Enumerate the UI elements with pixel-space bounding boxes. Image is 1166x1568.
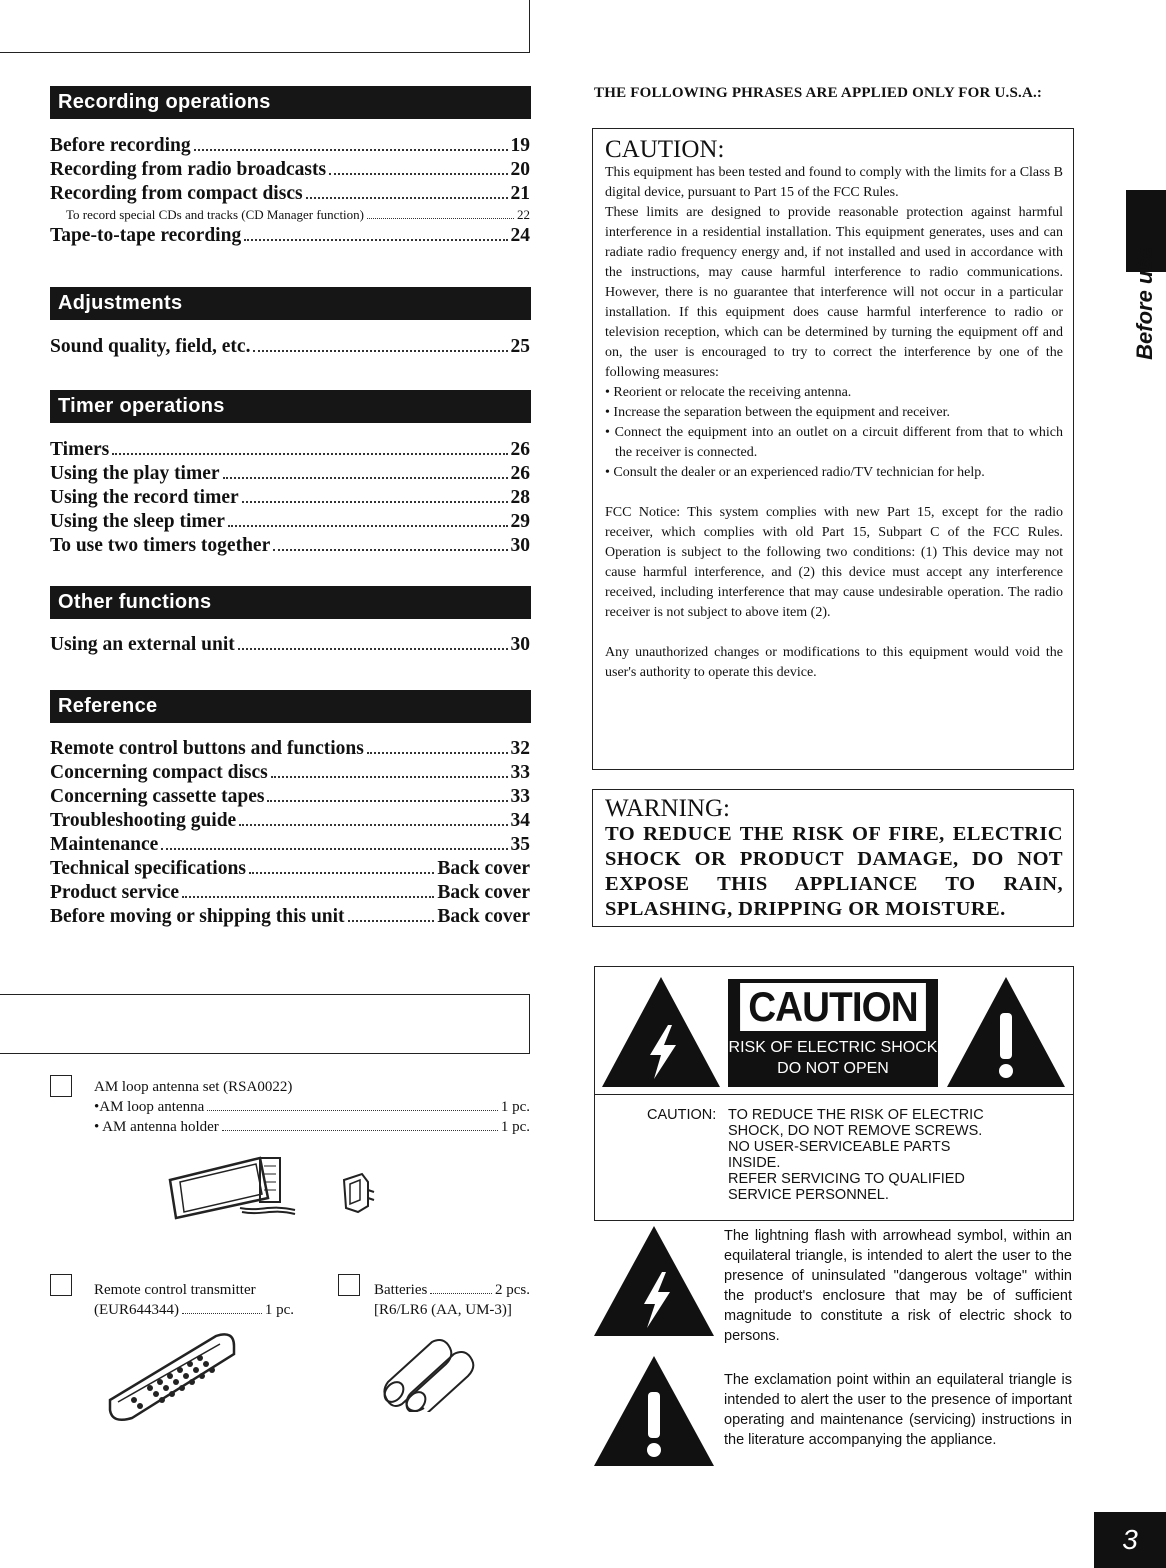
- toc-entry-page: 29: [510, 511, 530, 532]
- toc-entry-page: Back cover: [437, 906, 530, 927]
- toc-entry: [50, 206, 530, 224]
- toc-entry-page: 21: [510, 183, 530, 204]
- batteries-qty: 2 pcs.: [495, 1282, 530, 1298]
- fcc-caution-box: [592, 128, 1074, 770]
- toc-entry: [50, 438, 530, 462]
- toc-entry-title: To record special CDs and tracks (CD Manager function): [66, 207, 364, 222]
- label-line: NO USER-SERVICEABLE PARTS: [728, 1139, 951, 1155]
- exclamation-triangle-icon: [592, 1354, 716, 1468]
- caution-prefix: CAUTION:: [647, 1107, 717, 1123]
- toc-list: [50, 438, 530, 558]
- section-heading: Timer operations: [50, 390, 531, 423]
- toc-entry-page: 35: [510, 834, 530, 855]
- toc-entry: [50, 486, 530, 510]
- lightning-explanation: The lightning flash with arrowhead symbol, within an equilateral triangle, is intended to alert the user to the presence of uninsulated "dangerous voltage" within the product's enclosure that may be of sufficient magnitude to constitute a risk of electric shock to persons.: [724, 1228, 1072, 1344]
- caution-title: CAUTION:: [605, 136, 725, 163]
- toc-entry-page: 22: [517, 207, 530, 222]
- toc-entry-title: Troubleshooting guide: [50, 810, 237, 831]
- dot-leader: [194, 149, 508, 151]
- toc-entry-title: Concerning compact discs: [50, 762, 268, 783]
- toc-entry: [50, 335, 530, 359]
- toc-entry-title: Remote control buttons and functions: [50, 738, 364, 759]
- warning-line: SHOCK OR PRODUCT DAMAGE, DO NOT: [605, 848, 1063, 870]
- dot-leader: [112, 453, 507, 455]
- toc-entry: [50, 633, 530, 657]
- toc-entry-page: Back cover: [437, 858, 530, 879]
- caution-paragraph: These limits are designed to provide reasonable protection against harmful interference in a residential installation. This equipment generates, uses and can radiate radio frequency energy and, if not installed and used in accordance with the instructions, may cause harmful interference to radio communications. However, there is no guarantee that interference will not occur in a particular installation. If this equipment does cause harmful interference to radio or television reception, which can be determined by turning the equipment off and on, the user is encouraged to try to correct the interference by one of the following measures:: [605, 205, 1063, 380]
- label-line: SHOCK, DO NOT REMOVE SCREWS.: [728, 1123, 983, 1139]
- am-holder-qty: 1 pc.: [500, 1119, 530, 1135]
- toc-entry-page: 24: [510, 225, 530, 246]
- caution-paragraph: This equipment has been tested and found to comply with the limits for a Class B digital device, pursuant to Part 15 of the FCC Rules.: [605, 165, 1063, 200]
- toc-entry: [50, 224, 530, 248]
- dot-leader: [267, 800, 507, 802]
- toc-entry: [50, 809, 530, 833]
- dot-leader: [238, 648, 508, 650]
- caution-sign-title: CAUTION: [740, 983, 926, 1031]
- am-loop-qty: 1 pc.: [500, 1099, 530, 1115]
- toc-entry-title: Sound quality, field, etc.: [50, 336, 251, 357]
- toc-list: [50, 737, 530, 929]
- toc-entry-title: Before moving or shipping this unit: [50, 906, 345, 927]
- remote-model: (EUR644344): [94, 1302, 179, 1318]
- lightning-triangle-icon: [598, 973, 724, 1089]
- label-line: REFER SERVICING TO QUALIFIED: [728, 1171, 965, 1187]
- side-label-text: Before use: [1131, 246, 1157, 360]
- toc-entry: [50, 857, 530, 881]
- remote-label: Remote control transmitter: [94, 1282, 256, 1298]
- dot-leader: [244, 239, 507, 241]
- toc-entry-page: 26: [510, 439, 530, 460]
- toc-entry-page: 32: [510, 738, 530, 759]
- section-heading: Reference: [50, 690, 531, 723]
- toc-entry-title: Recording from radio broadcasts: [50, 159, 327, 180]
- remote-qty: 1 pc.: [264, 1302, 294, 1318]
- toc-entry-title: Using the record timer: [50, 487, 239, 508]
- toc-list: [50, 633, 530, 657]
- section-heading: Adjustments: [50, 287, 531, 320]
- toc-entry-title: Before recording: [50, 135, 191, 156]
- toc-entry-page: 25: [510, 336, 530, 357]
- side-label: [1121, 238, 1166, 368]
- toc-entry: [50, 905, 530, 929]
- toc-entry-title: Concerning cassette tapes: [50, 786, 265, 807]
- dot-leader: [223, 477, 508, 479]
- label-line: INSIDE.: [728, 1155, 781, 1171]
- dot-leader: [239, 824, 507, 826]
- am-antenna-item: [94, 1077, 530, 1137]
- caution-bullet: • Increase the separation between the equipment and receiver.: [605, 405, 951, 420]
- remote-control-illustration: [104, 1330, 240, 1424]
- am-holder-label: • AM antenna holder: [94, 1119, 219, 1135]
- batteries-item: [374, 1280, 530, 1320]
- page-number: 3: [1094, 1512, 1166, 1568]
- warning-line: TO REDUCE THE RISK OF FIRE, ELECTRIC: [605, 823, 1063, 845]
- checkbox[interactable]: [338, 1274, 360, 1296]
- toc-entry-title: Tape-to-tape recording: [50, 225, 242, 246]
- toc-entry-page: 33: [510, 786, 530, 807]
- caution-sign-line: DO NOT OPEN: [777, 1060, 889, 1077]
- toc-entry: [50, 534, 530, 558]
- toc-entry-page: 19: [510, 135, 530, 156]
- dot-leader: [367, 752, 508, 754]
- batteries-type: [R6/LR6 (AA, UM-3)]: [374, 1302, 512, 1318]
- toc-entry-title: Using an external unit: [50, 634, 235, 655]
- remote-item: [94, 1280, 294, 1320]
- toc-entry-page: 20: [510, 159, 530, 180]
- dot-leader: [228, 525, 508, 527]
- toc-entry-title: Technical specifications: [50, 858, 246, 879]
- toc-entry-title: Product service: [50, 882, 180, 903]
- am-antenna-title: AM loop antenna set (RSA0022): [94, 1079, 293, 1095]
- batteries-label: Batteries: [374, 1282, 428, 1298]
- dot-leader: [249, 872, 434, 874]
- toc-entry-title: To use two timers together: [50, 535, 271, 556]
- toc-entry-page: 34: [510, 810, 530, 831]
- top-header-frame: [0, 0, 530, 53]
- exclamation-explanation: The exclamation point within an equilateral triangle is intended to alert the user to the presence of important operating and maintenance (servicing) instructions in the literature accompanying the appliance.: [724, 1372, 1072, 1448]
- toc-entry: [50, 134, 530, 158]
- toc-entry: [50, 182, 530, 206]
- warning-title: WARNING:: [605, 795, 730, 822]
- section-heading: Other functions: [50, 586, 531, 619]
- caution-bullet: • Reorient or relocate the receiving antenna.: [605, 385, 852, 400]
- dot-leader: [253, 350, 507, 352]
- toc-entry-title: Maintenance: [50, 834, 159, 855]
- changes-notice: Any unauthorized changes or modifications to this equipment would void the user's authority to operate this device.: [605, 645, 1063, 680]
- toc-entry: [50, 737, 530, 761]
- warning-line: EXPOSE THIS APPLIANCE TO RAIN,: [605, 873, 1063, 895]
- caution-sign-line: RISK OF ELECTRIC SHOCK: [728, 1039, 938, 1056]
- fcc-notice: FCC Notice: This system complies with new Part 15, except for the radio receiver, which complies with old Part 15, Subpart C of the FCC Rules. Operation is subject to the following two conditions: (1) This device may not cause harmful interference, and (2) this device must accept any interference received, including interference that may cause undesirable operation. The radio receiver is not subject to above item (2).: [605, 505, 1063, 620]
- exclamation-triangle-icon: [943, 973, 1069, 1089]
- caution-label-box: [594, 966, 1074, 1221]
- lightning-triangle-icon: [592, 1224, 716, 1338]
- dot-leader: [161, 848, 507, 850]
- toc-entry: [50, 761, 530, 785]
- dot-leader: [348, 920, 435, 922]
- section-heading: Recording operations: [50, 86, 531, 119]
- toc-entry: [50, 158, 530, 182]
- toc-entry: [50, 462, 530, 486]
- am-loop-antenna-illustration: [160, 1150, 300, 1220]
- accessories-header-frame: [0, 994, 530, 1054]
- toc-list: [50, 335, 530, 359]
- batteries-illustration: [380, 1334, 490, 1412]
- toc-entry-page: 26: [510, 463, 530, 484]
- dot-leader: [306, 197, 508, 199]
- toc-entry-title: Timers: [50, 439, 110, 460]
- toc-entry-page: Back cover: [437, 882, 530, 903]
- usa-notice: THE FOLLOWING PHRASES ARE APPLIED ONLY FOR U.S.A.:: [594, 85, 1043, 101]
- toc-entry: [50, 833, 530, 857]
- am-antenna-holder-illustration: [338, 1170, 378, 1216]
- dot-leader: [242, 501, 508, 503]
- toc-entry-page: 30: [510, 634, 530, 655]
- toc-entry-page: 28: [510, 487, 530, 508]
- am-loop-label: •AM loop antenna: [94, 1099, 205, 1115]
- dot-leader: [273, 549, 507, 551]
- checkbox[interactable]: [50, 1075, 72, 1097]
- dot-leader: [329, 173, 507, 175]
- dot-leader: [367, 218, 514, 219]
- toc-entry: [50, 881, 530, 905]
- caution-bullet: • Consult the dealer or an experienced radio/TV technician for help.: [605, 465, 985, 480]
- label-line: TO REDUCE THE RISK OF ELECTRIC: [728, 1107, 984, 1123]
- toc-entry: [50, 785, 530, 809]
- toc-entry-title: Recording from compact discs: [50, 183, 303, 204]
- label-line: SERVICE PERSONNEL.: [728, 1187, 889, 1203]
- caution-bullet: • Connect the equipment into an outlet on a circuit different from that to which the receiver is connected.: [605, 425, 1063, 460]
- toc-entry-title: Using the sleep timer: [50, 511, 225, 532]
- dot-leader: [182, 896, 434, 898]
- toc-entry-page: 30: [510, 535, 530, 556]
- toc-entry-title: Using the play timer: [50, 463, 220, 484]
- toc-entry: [50, 510, 530, 534]
- checkbox[interactable]: [50, 1274, 72, 1296]
- toc-list: [50, 134, 530, 248]
- dot-leader: [271, 776, 508, 778]
- warning-box: [592, 789, 1074, 927]
- caution-sign: [728, 979, 938, 1087]
- warning-line: SPLASHING, DRIPPING OR MOISTURE.: [605, 898, 1006, 920]
- toc-entry-page: 33: [510, 762, 530, 783]
